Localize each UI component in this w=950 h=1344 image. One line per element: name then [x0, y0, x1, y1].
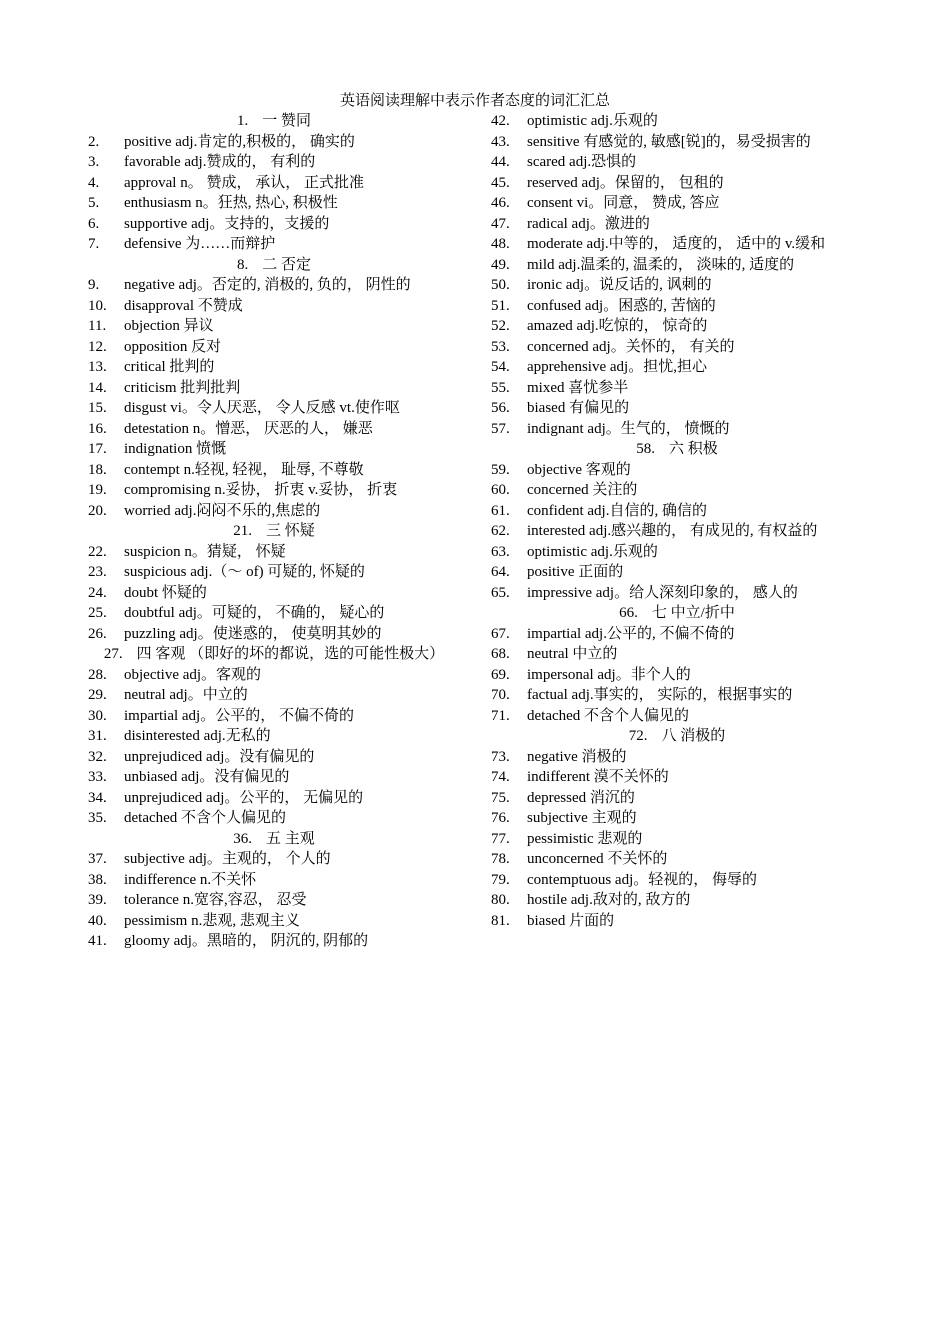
- item-number: 17.: [88, 441, 107, 457]
- vocab-item: [88, 480, 460, 501]
- vocab-item: [491, 337, 863, 358]
- item-text: unprejudiced adj。公平的， 无偏见的: [124, 789, 364, 806]
- item-number: 5.: [88, 195, 100, 211]
- item-number: 40.: [88, 912, 107, 929]
- item-number: 76.: [491, 810, 510, 826]
- vocab-item: [88, 583, 460, 604]
- item-text: detestation n。憎恶， 厌恶的人， 嫌恶: [124, 420, 373, 437]
- item-number: 50.: [491, 277, 510, 293]
- item-text: approval n。 赞成， 承认， 正式批准: [124, 174, 364, 191]
- item-text: indignation 愤慨: [124, 441, 227, 457]
- heading-number: 66.: [619, 605, 638, 621]
- item-number: 22.: [88, 543, 107, 560]
- item-number: 10.: [88, 297, 107, 314]
- item-number: 31.: [88, 728, 107, 744]
- vocab-item: [491, 214, 863, 235]
- item-text: negative 消极的: [527, 748, 627, 765]
- item-number: 41.: [88, 933, 107, 949]
- item-number: 35.: [88, 810, 107, 826]
- vocab-item: [88, 890, 460, 911]
- item-number: 42.: [491, 113, 510, 129]
- item-number: 80.: [491, 892, 510, 908]
- item-number: 7.: [88, 236, 100, 252]
- item-number: 34.: [88, 789, 107, 806]
- section-heading: [88, 829, 460, 850]
- heading-number: 21.: [233, 523, 252, 539]
- item-number: 30.: [88, 707, 107, 724]
- item-text: impartial adj.公平的, 不偏不倚的: [527, 625, 735, 642]
- heading-number: 58.: [636, 441, 655, 457]
- item-text: contemptuous adj。轻视的， 侮辱的: [527, 871, 757, 888]
- item-number: 62.: [491, 523, 510, 539]
- item-number: 61.: [491, 502, 510, 519]
- vocab-item: [88, 152, 460, 173]
- item-text: sensitive 有感觉的, 敏感[锐]的，易受损害的: [527, 133, 811, 150]
- heading-number: 8.: [236, 256, 249, 273]
- item-text: contempt n.轻视, 轻视， 耻辱, 不尊敬: [124, 461, 364, 478]
- heading-text: 五 主观: [265, 830, 315, 847]
- vocab-item: [88, 788, 460, 809]
- vocab-item: [88, 726, 460, 747]
- vocab-item: [88, 132, 460, 153]
- vocab-item: [491, 173, 863, 194]
- item-text: indifference n.不关怀: [124, 871, 257, 888]
- vocab-item: [88, 439, 460, 460]
- item-text: confused adj。困惑的, 苦恼的: [527, 297, 716, 314]
- vocab-item: [88, 460, 460, 481]
- item-text: hostile adj.敌对的, 敌方的: [527, 892, 691, 908]
- item-text: gloomy adj。黑暗的， 阴沉的, 阴郁的: [124, 933, 369, 949]
- heading-text: 四 客观 （即好的坏的都说，选的可能性极大）: [136, 646, 445, 662]
- vocab-item: [491, 378, 863, 399]
- item-number: 59.: [491, 461, 510, 478]
- item-number: 11.: [88, 318, 107, 334]
- item-text: compromising n.妥协， 折衷 v.妥协， 折衷: [124, 482, 398, 498]
- vocab-item: [88, 173, 460, 194]
- heading-number: 27.: [103, 646, 123, 662]
- vocab-item: [88, 214, 460, 235]
- item-text: disgust vi。令人厌恶， 令人反感 vt.使作呕: [124, 400, 400, 416]
- left-column: [88, 111, 460, 952]
- vocab-item: [491, 234, 863, 255]
- vocab-item: [88, 234, 460, 255]
- item-text: optimistic adj.乐观的: [527, 113, 658, 129]
- vocab-item: [88, 931, 460, 952]
- vocab-item: [491, 501, 863, 522]
- vocab-item: [88, 911, 460, 932]
- item-number: 44.: [491, 154, 510, 170]
- vocab-item: [491, 562, 863, 583]
- vocab-item: [88, 767, 460, 788]
- item-number: 38.: [88, 871, 107, 888]
- item-number: 23.: [88, 564, 107, 580]
- item-number: 15.: [88, 400, 107, 416]
- item-text: negative adj。否定的, 消极的, 负的， 阴性的: [124, 277, 411, 293]
- vocab-item: [491, 911, 863, 932]
- item-number: 73.: [491, 748, 510, 765]
- vocab-item: [88, 747, 460, 768]
- item-text: indignant adj。生气的， 愤慨的: [527, 420, 730, 437]
- item-text: opposition 反对: [124, 338, 222, 355]
- item-number: 46.: [491, 195, 510, 211]
- item-text: unconcerned 不关怀的: [527, 851, 668, 867]
- item-number: 39.: [88, 892, 107, 908]
- item-text: objective 客观的: [527, 461, 631, 478]
- vocab-item: [491, 419, 863, 440]
- item-number: 13.: [88, 359, 107, 375]
- heading-text: 六 积极: [668, 441, 718, 457]
- vocab-item: [491, 849, 863, 870]
- item-number: 67.: [491, 625, 510, 642]
- item-text: mild adj.温柔的, 温柔的， 淡味的, 适度的: [527, 256, 795, 273]
- vocab-item: [88, 603, 460, 624]
- item-text: suspicious adj.（～ of) 可疑的, 怀疑的: [124, 564, 365, 580]
- vocab-item: [491, 624, 863, 645]
- item-text: impersonal adj。非个人的: [527, 666, 691, 683]
- item-text: radical adj。激进的: [527, 215, 650, 232]
- item-number: 29.: [88, 687, 107, 703]
- vocab-item: [88, 193, 460, 214]
- section-heading: [491, 603, 863, 624]
- item-number: 68.: [491, 646, 510, 662]
- item-number: 81.: [491, 912, 510, 929]
- item-number: 49.: [491, 256, 510, 273]
- item-text: subjective 主观的: [527, 810, 637, 826]
- item-number: 12.: [88, 338, 107, 355]
- vocab-item: [491, 767, 863, 788]
- vocab-item: [88, 357, 460, 378]
- heading-text: 一 赞同: [262, 113, 311, 129]
- vocab-item: [491, 316, 863, 337]
- item-number: 28.: [88, 666, 107, 683]
- item-text: optimistic adj.乐观的: [527, 543, 658, 560]
- vocab-item: [88, 542, 460, 563]
- item-text: unprejudiced adj。没有偏见的: [124, 748, 315, 765]
- vocab-item: [491, 193, 863, 214]
- item-number: 64.: [491, 564, 510, 580]
- heading-number: 72.: [628, 728, 648, 744]
- item-number: 74.: [491, 769, 510, 785]
- vocab-item: [88, 624, 460, 645]
- heading-text: 三 怀疑: [265, 523, 315, 539]
- vocab-item: [491, 644, 863, 665]
- vocab-item: [88, 419, 460, 440]
- vocab-item: [491, 357, 863, 378]
- item-text: interested adj.感兴趣的， 有成见的, 有权益的: [527, 523, 818, 539]
- item-text: worried adj.闷闷不乐的,焦虑的: [124, 502, 321, 519]
- item-text: indifferent 漠不关怀的: [527, 769, 669, 785]
- item-number: 14.: [88, 379, 107, 396]
- section-heading: [88, 255, 460, 276]
- item-text: pessimism n.悲观, 悲观主义: [124, 912, 300, 929]
- item-number: 70.: [491, 687, 510, 703]
- heading-number: 1.: [236, 113, 249, 129]
- vocab-item: [88, 398, 460, 419]
- item-number: 77.: [491, 830, 510, 847]
- vocab-item: [88, 870, 460, 891]
- vocab-item: [88, 501, 460, 522]
- item-number: 43.: [491, 133, 510, 150]
- item-text: enthusiasm n。狂热, 热心, 积极性: [124, 195, 338, 211]
- vocab-item: [491, 480, 863, 501]
- vocab-item: [491, 542, 863, 563]
- item-number: 37.: [88, 851, 107, 867]
- item-text: defensive 为……而辩护: [124, 236, 276, 252]
- item-number: 45.: [491, 174, 510, 191]
- heading-text: 二 否定: [262, 256, 311, 273]
- item-text: suspicion n。猜疑， 怀疑: [124, 543, 286, 560]
- item-text: concerned adj。关怀的， 有关的: [527, 338, 735, 355]
- item-number: 69.: [491, 666, 510, 683]
- right-column: [491, 111, 863, 931]
- item-number: 3.: [88, 154, 100, 170]
- item-text: confident adj.自信的, 确信的: [527, 502, 707, 519]
- item-text: objective adj。客观的: [124, 666, 262, 683]
- vocab-item: [88, 275, 460, 296]
- vocab-item: [491, 665, 863, 686]
- vocab-item: [88, 849, 460, 870]
- item-text: mixed 喜忧参半: [527, 379, 629, 396]
- item-text: unbiased adj。没有偏见的: [124, 769, 290, 785]
- vocab-item: [88, 337, 460, 358]
- vocab-item: [491, 296, 863, 317]
- item-text: objection 异议: [124, 318, 214, 334]
- vocab-item: [88, 378, 460, 399]
- heading-number: 36.: [233, 830, 252, 847]
- heading-text: 七 中立/折中: [651, 605, 735, 621]
- item-text: neutral adj。中立的: [124, 687, 248, 703]
- vocab-item: [491, 255, 863, 276]
- item-number: 79.: [491, 871, 510, 888]
- item-text: positive adj.肯定的,积极的， 确实的: [124, 133, 355, 150]
- item-number: 26.: [88, 625, 107, 642]
- section-heading: [88, 644, 460, 665]
- vocab-item: [491, 398, 863, 419]
- item-number: 63.: [491, 543, 510, 560]
- item-text: subjective adj。主观的， 个人的: [124, 851, 331, 867]
- vocab-item: [491, 521, 863, 542]
- item-text: disapproval 不赞成: [124, 297, 243, 314]
- vocab-item: [491, 829, 863, 850]
- item-number: 55.: [491, 379, 510, 396]
- item-number: 54.: [491, 359, 510, 375]
- vocab-item: [88, 706, 460, 727]
- document-title: 英语阅读理解中表示作者态度的词汇汇总: [339, 93, 610, 109]
- item-number: 9.: [88, 277, 100, 293]
- heading-text: 八 消极的: [661, 728, 726, 744]
- item-number: 18.: [88, 461, 107, 478]
- item-number: 52.: [491, 318, 510, 334]
- vocab-item: [88, 665, 460, 686]
- vocab-item: [491, 788, 863, 809]
- item-text: impartial adj。公平的， 不偏不倚的: [124, 707, 354, 724]
- item-number: 2.: [88, 133, 100, 150]
- item-number: 47.: [491, 215, 510, 232]
- item-number: 78.: [491, 851, 510, 867]
- item-number: 71.: [491, 707, 510, 724]
- item-text: moderate adj.中等的， 适度的， 适中的 v.缓和: [527, 236, 826, 252]
- vocab-item: [491, 132, 863, 153]
- item-text: doubtful adj。可疑的， 不确的， 疑心的: [124, 605, 385, 621]
- item-text: puzzling adj。使迷惑的， 使莫明其妙的: [124, 625, 382, 642]
- item-text: impressive adj。给人深刻印象的， 感人的: [527, 584, 798, 601]
- item-number: 6.: [88, 215, 100, 232]
- item-number: 16.: [88, 420, 107, 437]
- vocab-item: [88, 685, 460, 706]
- vocab-item: [491, 685, 863, 706]
- section-heading: [491, 726, 863, 747]
- item-text: reserved adj。保留的， 包租的: [527, 174, 724, 191]
- item-number: 60.: [491, 482, 510, 498]
- vocab-item: [491, 111, 863, 132]
- vocab-item: [491, 870, 863, 891]
- item-text: concerned 关注的: [527, 482, 638, 498]
- vocab-item: [491, 890, 863, 911]
- vocab-item: [88, 316, 460, 337]
- vocab-item: [491, 152, 863, 173]
- section-heading: [88, 521, 460, 542]
- item-text: favorable adj.赞成的， 有利的: [124, 154, 316, 170]
- vocab-item: [491, 460, 863, 481]
- item-text: detached 不含个人偏见的: [124, 810, 287, 826]
- item-text: detached 不含个人偏见的: [527, 707, 690, 724]
- vocab-item: [88, 296, 460, 317]
- vocab-item: [491, 747, 863, 768]
- section-heading: [88, 111, 460, 132]
- item-number: 33.: [88, 769, 107, 785]
- item-text: factual adj.事实的， 实际的，根据事实的: [527, 687, 793, 703]
- item-text: depressed 消沉的: [527, 789, 635, 806]
- item-number: 56.: [491, 400, 510, 416]
- item-number: 53.: [491, 338, 510, 355]
- vocab-item: [491, 706, 863, 727]
- item-number: 57.: [491, 420, 510, 437]
- item-text: consent vi。同意， 赞成, 答应: [527, 195, 720, 211]
- item-text: neutral 中立的: [527, 646, 618, 662]
- item-text: amazed adj.吃惊的， 惊奇的: [527, 318, 708, 334]
- item-number: 48.: [491, 236, 510, 252]
- item-number: 51.: [491, 297, 510, 314]
- section-heading: [491, 439, 863, 460]
- vocab-item: [491, 808, 863, 829]
- item-number: 4.: [88, 174, 100, 191]
- item-text: positive 正面的: [527, 564, 624, 580]
- item-text: scared adj.恐惧的: [527, 154, 637, 170]
- item-text: ironic adj。说反话的, 讽刺的: [527, 277, 712, 293]
- item-text: doubt 怀疑的: [124, 584, 207, 601]
- item-text: critical 批判的: [124, 359, 215, 375]
- item-text: biased 片面的: [527, 912, 615, 929]
- item-number: 24.: [88, 584, 107, 601]
- vocab-item: [491, 583, 863, 604]
- vocab-item: [88, 562, 460, 583]
- item-text: apprehensive adj。担忧,担心: [527, 359, 707, 375]
- item-text: tolerance n.宽容,容忍， 忍受: [124, 892, 307, 908]
- item-number: 75.: [491, 789, 510, 806]
- item-text: disinterested adj.无私的: [124, 728, 271, 744]
- item-number: 65.: [491, 584, 510, 601]
- item-text: pessimistic 悲观的: [527, 830, 643, 847]
- item-text: supportive adj。支持的，支援的: [124, 215, 330, 232]
- vocab-item: [491, 275, 863, 296]
- item-text: biased 有偏见的: [527, 400, 630, 416]
- item-number: 19.: [88, 482, 107, 498]
- item-number: 20.: [88, 502, 107, 519]
- item-number: 32.: [88, 748, 107, 765]
- item-text: criticism 批判批判: [124, 379, 241, 396]
- vocab-item: [88, 808, 460, 829]
- item-number: 25.: [88, 605, 107, 621]
